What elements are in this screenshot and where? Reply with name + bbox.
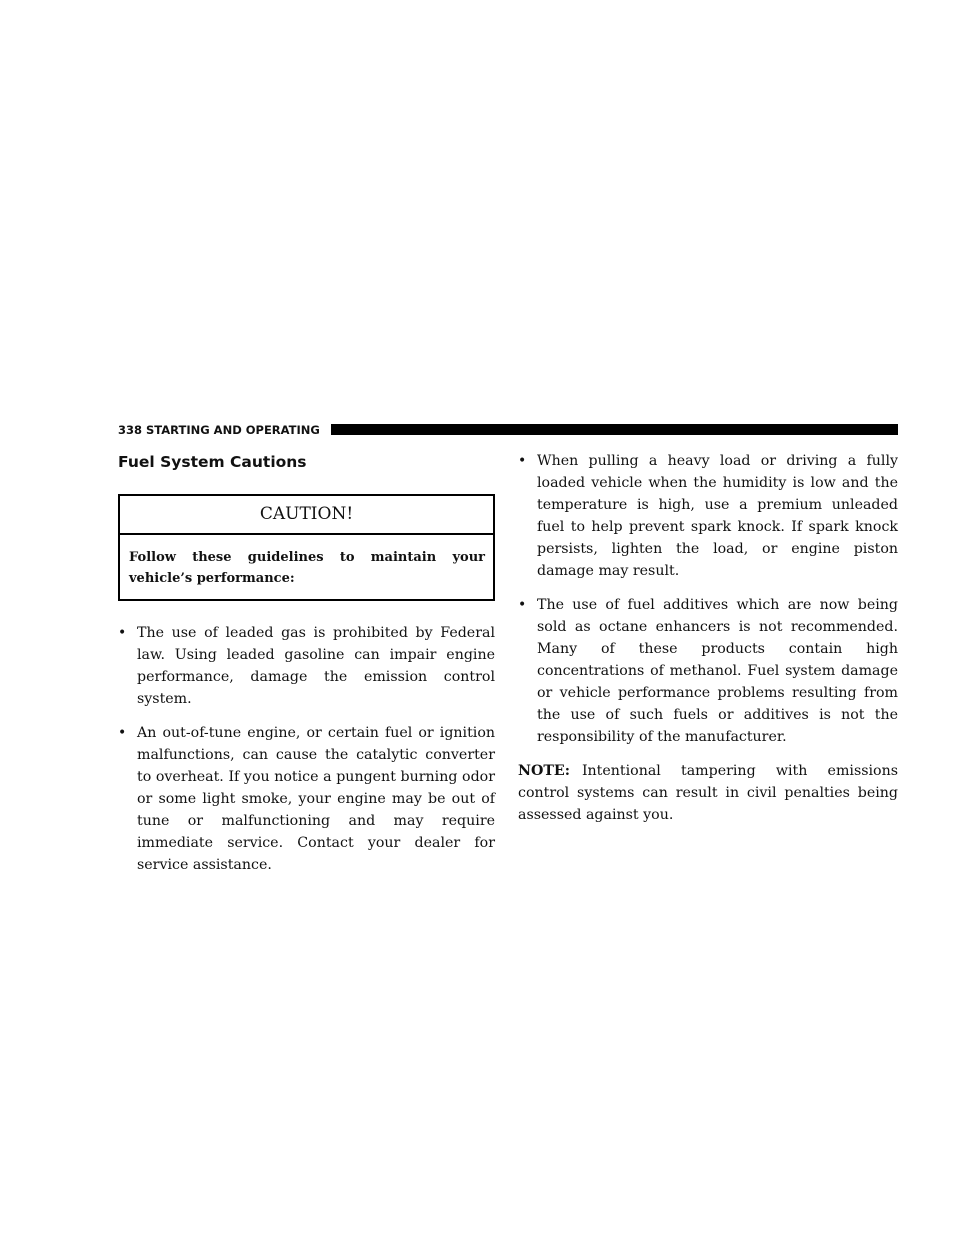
bullet-item	[118, 622, 495, 710]
note-label: NOTE:	[518, 763, 570, 779]
bullet-item	[118, 722, 495, 876]
bullet-icon: •	[118, 725, 127, 741]
caution-body: Follow these guidelines to maintain your vehicle’s performance:	[129, 550, 485, 586]
page-header	[118, 423, 898, 437]
bullet-icon: •	[518, 597, 527, 613]
page-header-text: 338 STARTING AND OPERATING	[118, 423, 320, 437]
caution-box	[118, 494, 495, 601]
bullet-text: When pulling a heavy load or driving a fully loaded vehicle when the humidity is low and the temperature is high, use a premium unleaded fuel to help prevent spark knock. If spark knock persists, lighten the load, or engine piston damage may result.	[537, 453, 898, 579]
bullet-item	[518, 594, 898, 748]
caution-title: CAUTION!	[120, 496, 493, 535]
header-rule	[331, 424, 898, 435]
bullet-text: The use of leaded gas is prohibited by Federal law. Using leaded gasoline can impair engine performance, damage the emission control system.	[137, 625, 495, 707]
bullet-text: The use of fuel additives which are now being sold as octane enhancers is not recommended. Many of these products contain high concentrations of methanol. Fuel system damage or vehicle performance problems resulting from the use of such fuels or additives is not the responsibility of the manufacturer.	[537, 597, 898, 745]
bullet-text: An out-of-tune engine, or certain fuel or ignition malfunctions, can cause the catalytic converter to overheat. If you notice a pungent burning odor or some light smoke, your engine may be out of tune or malfunctioning and may require immediate service. Contact your dealer for service assistance.	[137, 725, 495, 873]
bullet-icon: •	[118, 625, 127, 641]
bullet-icon: •	[518, 453, 527, 469]
note-paragraph	[518, 760, 898, 826]
left-column	[118, 450, 495, 888]
section-title: Fuel System Cautions	[118, 453, 307, 471]
note-text: Intentional tampering with emissions control systems can result in civil penalties being assessed against you.	[518, 763, 898, 823]
bullet-item	[518, 450, 898, 582]
right-column	[518, 450, 898, 826]
